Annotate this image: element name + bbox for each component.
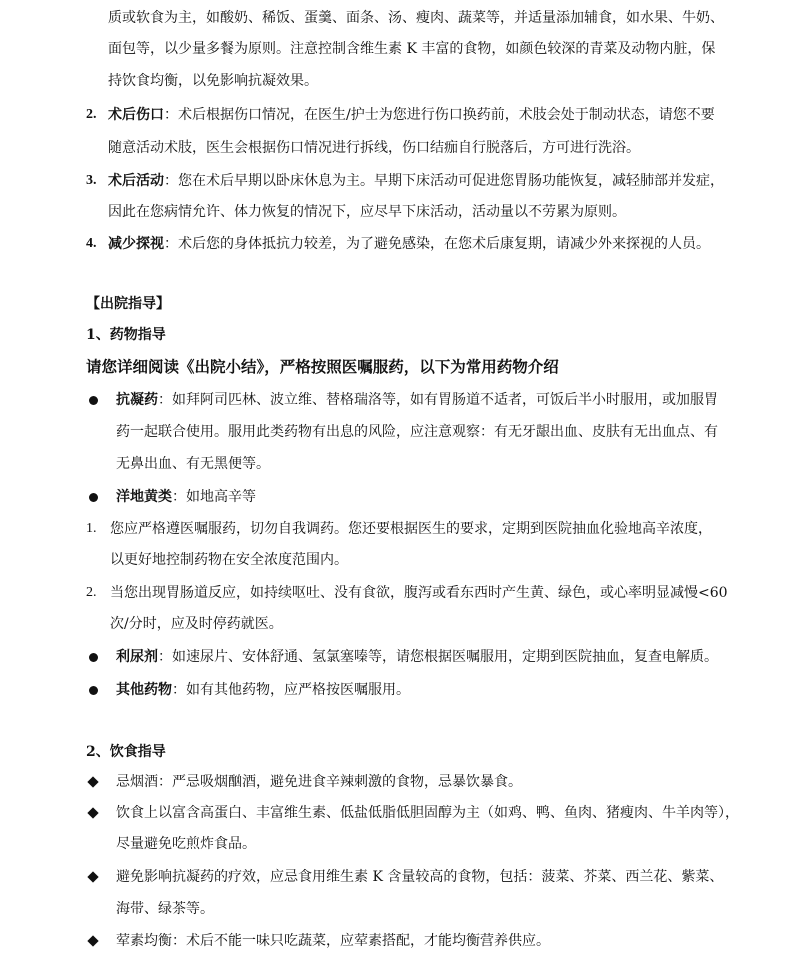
bullet-dot-icon	[89, 653, 98, 662]
medication-anticoagulant	[116, 390, 718, 410]
diamond-bullet-icon	[87, 935, 98, 946]
diet-item: 避免影响抗凝药的疗效，应忌食用维生素 K 含量较高的食物，包括：菠菜、芥菜、西兰花、紫菜、	[116, 869, 724, 885]
digitalis-note-2: 当您出现胃肠道反应，如持续呕吐、没有食欲，腹泻或看东西时产生黄、绿色，或心率明显减慢<60	[110, 585, 728, 601]
list-number: 4.	[86, 236, 97, 251]
postop-item-activity	[108, 171, 724, 191]
drug-title: 其他药物	[116, 682, 172, 698]
digitalis-note-2-continuation: 次/分时，应及时停药就医。	[110, 616, 283, 632]
drug-text: ：如拜阿司匹林、波立维、替格瑞洛等，如有胃肠道不适者，可饭后半小时服用，或加服胃	[158, 392, 718, 408]
subheading-diet: 2、饮食指导	[86, 744, 166, 760]
diet-item: 忌烟酒：严忌吸烟酗酒，避免进食辛辣刺激的食物，忌暴饮暴食。	[116, 774, 522, 790]
item-title: 术后伤口	[108, 107, 164, 123]
digitalis-note-1-continuation: 以更好地控制药物在安全浓度范围内。	[110, 552, 348, 568]
drug-text: ：如速尿片、安体舒通、氢氯塞嗪等，请您根据医嘱服用，定期到医院抽血，复查电解质。	[158, 649, 718, 665]
diamond-bullet-icon	[87, 807, 98, 818]
diet-paragraph-line-2: 面包等，以少量多餐为原则。注意控制含维生素 K 丰富的食物，如颜色较深的青菜及动物内脏，保	[108, 41, 716, 57]
item-text-continuation: 随意活动术肢，医生会根据伤口情况进行拆线，伤口结痂自行脱落后，方可进行洗浴。	[108, 140, 640, 156]
postop-item-wound	[108, 105, 715, 125]
drug-title: 洋地黄类	[116, 489, 172, 505]
diet-item-continuation: 尽量避免吃煎炸食品。	[116, 836, 256, 852]
medication-digitalis	[116, 487, 256, 507]
diamond-bullet-icon	[87, 776, 98, 787]
diet-paragraph-line-3: 持饮食均衡，以免影响抗凝效果。	[108, 73, 318, 89]
digitalis-note-1: 您应严格遵医嘱服药，切勿自我调药。您还要根据医生的要求，定期到医院抽血化验地高辛浓度，	[110, 521, 712, 537]
drug-text-continuation: 药一起联合使用。服用此类药物有出息的风险，应注意观察：有无牙龈出血、皮肤有无出血点、有	[116, 424, 718, 440]
drug-title: 抗凝药	[116, 392, 158, 408]
drug-text: ：如有其他药物，应严格按医嘱服用。	[172, 682, 410, 698]
bullet-dot-icon	[89, 396, 98, 405]
list-number: 2.	[86, 585, 97, 600]
diet-item-continuation: 海带、绿茶等。	[116, 901, 214, 917]
section-heading-discharge: 【出院指导】	[86, 296, 170, 312]
item-text-continuation: 因此在您病情允许、体力恢复的情况下，应尽早下床活动，活动量以不劳累为原则。	[108, 204, 626, 220]
medication-other	[116, 680, 410, 700]
drug-title: 利尿剂	[116, 649, 158, 665]
list-number: 3.	[86, 173, 97, 188]
bullet-dot-icon	[89, 686, 98, 695]
diet-paragraph-line-1: 质或软食为主，如酸奶、稀饭、蛋羹、面条、汤、瘦肉、蔬菜等，并适量添加辅食，如水果、牛奶、	[108, 10, 724, 26]
medication-diuretic	[116, 647, 718, 667]
item-text: ：术后根据伤口情况，在医生/护士为您进行伤口换药前，术肢会处于制动状态，请您不要	[164, 107, 715, 123]
medication-lead: 请您详细阅读《出院小结》，严格按照医嘱服药，以下为常用药物介绍	[86, 357, 559, 376]
list-number: 2.	[86, 107, 97, 122]
drug-text: ：如地高辛等	[172, 489, 256, 505]
subheading-medication: 1、药物指导	[86, 327, 166, 343]
list-number: 1.	[86, 521, 97, 536]
item-text: ：您在术后早期以卧床休息为主。早期下床活动可促进您胃肠功能恢复，减轻肺部并发症，	[164, 173, 724, 189]
item-title: 术后活动	[108, 173, 164, 189]
diamond-bullet-icon	[87, 871, 98, 882]
item-title: 减少探视	[108, 236, 164, 252]
item-text: ：术后您的身体抵抗力较差，为了避免感染，在您术后康复期，请减少外来探视的人员。	[164, 236, 710, 252]
postop-item-visits	[108, 234, 710, 254]
diet-item: 荤素均衡：术后不能一味只吃蔬菜，应荤素搭配，才能均衡营养供应。	[116, 933, 550, 949]
diet-item: 饮食上以富含高蛋白、丰富维生素、低盐低脂低胆固醇为主（如鸡、鸭、鱼肉、猪瘦肉、牛羊肉等），	[116, 805, 739, 821]
drug-text-continuation: 无鼻出血、有无黑便等。	[116, 456, 270, 472]
bullet-dot-icon	[89, 493, 98, 502]
